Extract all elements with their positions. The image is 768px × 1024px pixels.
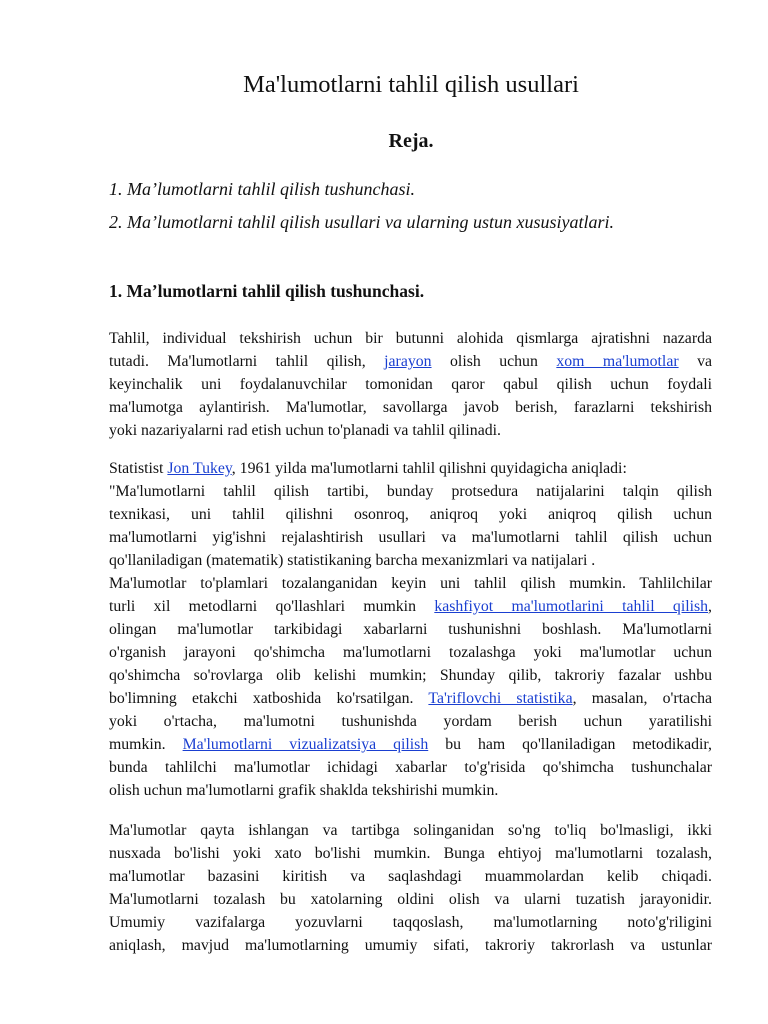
body-line: keyinchalik uni foydalanuvchilar tomonidan qaror qabul qilish uchun foydali	[109, 376, 712, 393]
hyperlink[interactable]: Ta'riflovchi statistika	[428, 690, 573, 707]
document-title: Ma'lumotlarni tahlil qilish usullari	[243, 71, 579, 98]
body-line: aniqlash, mavjud ma'lumotlarning umumiy sifati, takroriy takrorlash va ustunlar	[109, 937, 712, 954]
body-line: tutadi. Ma'lumotlarni tahlil qilish, jarayon olish uchun xom ma'lumotlar va	[109, 353, 712, 370]
body-line: bunda tahlilchi ma'lumotlar ichidagi xabarlar to'g'risida qo'shimcha tushunchalar	[109, 759, 712, 776]
body-line: o'rganish jarayoni qo'shimcha ma'lumotlarni tozalashga yoki ma'lumotlar uchun	[109, 644, 712, 661]
body-line: ma'lumotlarni yig'ishni rejalashtirish usullari va ma'lumotlarni tahlil qilish uchun	[109, 529, 712, 546]
hyperlink[interactable]: kashfiyot ma'lumotlarini tahlil qilish	[434, 598, 709, 615]
body-line: Ma'lumotlarni tozalash bu xatolarning oldini olish va ularni tuzatish jarayonidir.	[109, 891, 712, 908]
body-line: qo'shimcha so'rovlarga olib kelishi mumkin; Shunday qilib, takroriy fazalar ushbu	[109, 667, 712, 684]
body-line: ma'lumotlar bazasini kiritish va saqlashdagi muammolardan kelib chiqadi.	[109, 868, 712, 885]
body-line: yoki o'rtacha, ma'lumotni tushunishda yordam berish uchun yaratilishi	[109, 713, 712, 730]
body-line: qo'llaniladigan (matematik) statistikaning barcha mexanizmlari va natijalari .	[109, 552, 596, 569]
body-line: olingan ma'lumotlar tarkibidagi xabarlarni tushunishni boshlash. Ma'lumotlarni	[109, 621, 712, 638]
body-line: bo'limning etakchi xatboshida ko'rsatilgan. Ta'riflovchi statistika, masalan, o'rtacha	[109, 690, 712, 707]
body-line: turli xil metodlarni qo'llashlari mumkin kashfiyot ma'lumotlarini tahlil qilish,	[109, 598, 712, 615]
body-line: "Ma'lumotlarni tahlil qilish tartibi, bunday protsedura natijalarini talqin qilish	[109, 483, 712, 500]
body-line: yoki nazariyalarni rad etish uchun to'planadi va tahlil qilinadi.	[109, 422, 501, 439]
hyperlink[interactable]: xom ma'lumotlar	[556, 353, 679, 370]
hyperlink[interactable]: Ma'lumotlarni vizualizatsiya qilish	[182, 736, 429, 753]
section-heading: 1. Ma’lumotlarni tahlil qilish tushunchasi.	[109, 281, 425, 301]
body-line: ma'lumotga aylantirish. Ma'lumotlar, savollarga javob berish, farazlarni tekshirish	[109, 399, 712, 416]
plan-heading: Reja.	[388, 130, 434, 152]
body-line: Statistist Jon Tukey, 1961 yilda ma'lumotlarni tahlil qilishni quyidagicha aniqladi:	[109, 460, 627, 477]
body-line: Ma'lumotlar to'plamlari tozalanganidan keyin uni tahlil qilish mumkin. Tahlilchilar	[109, 575, 712, 592]
body-line: nusxada bo'lishi yoki xato bo'lishi mumkin. Bunga ehtiyoj ma'lumotlarni tozalash,	[109, 845, 712, 862]
body-line: Ma'lumotlar qayta ishlangan va tartibga solinganidan so'ng to'liq bo'lmasligi, ikki	[109, 822, 712, 839]
plan-item: 1. Ma’lumotlarni tahlil qilish tushunchasi.	[109, 179, 416, 199]
hyperlink[interactable]: Jon Tukey	[167, 460, 232, 477]
body-line: Umumiy vazifalarga yozuvlarni taqqoslash, ma'lumotlarning noto'g'riligini	[109, 914, 712, 931]
hyperlink[interactable]: jarayon	[384, 353, 432, 370]
body-line: texnikasi, uni tahlil qilishni osonroq, aniqroq yoki aniqroq qilish uchun	[109, 506, 712, 523]
body-line: mumkin. Ma'lumotlarni vizualizatsiya qilish bu ham qo'llaniladigan metodikadir,	[109, 736, 712, 753]
body-line: olish uchun ma'lumotlarni grafik shaklda tekshirishi mumkin.	[109, 782, 499, 799]
plan-item: 2. Ma’lumotlarni tahlil qilish usullari va ularning ustun xususiyatlari.	[109, 212, 615, 232]
body-line: Tahlil, individual tekshirish uchun bir butunni alohida qismlarga ajratishni nazarda	[109, 330, 712, 347]
